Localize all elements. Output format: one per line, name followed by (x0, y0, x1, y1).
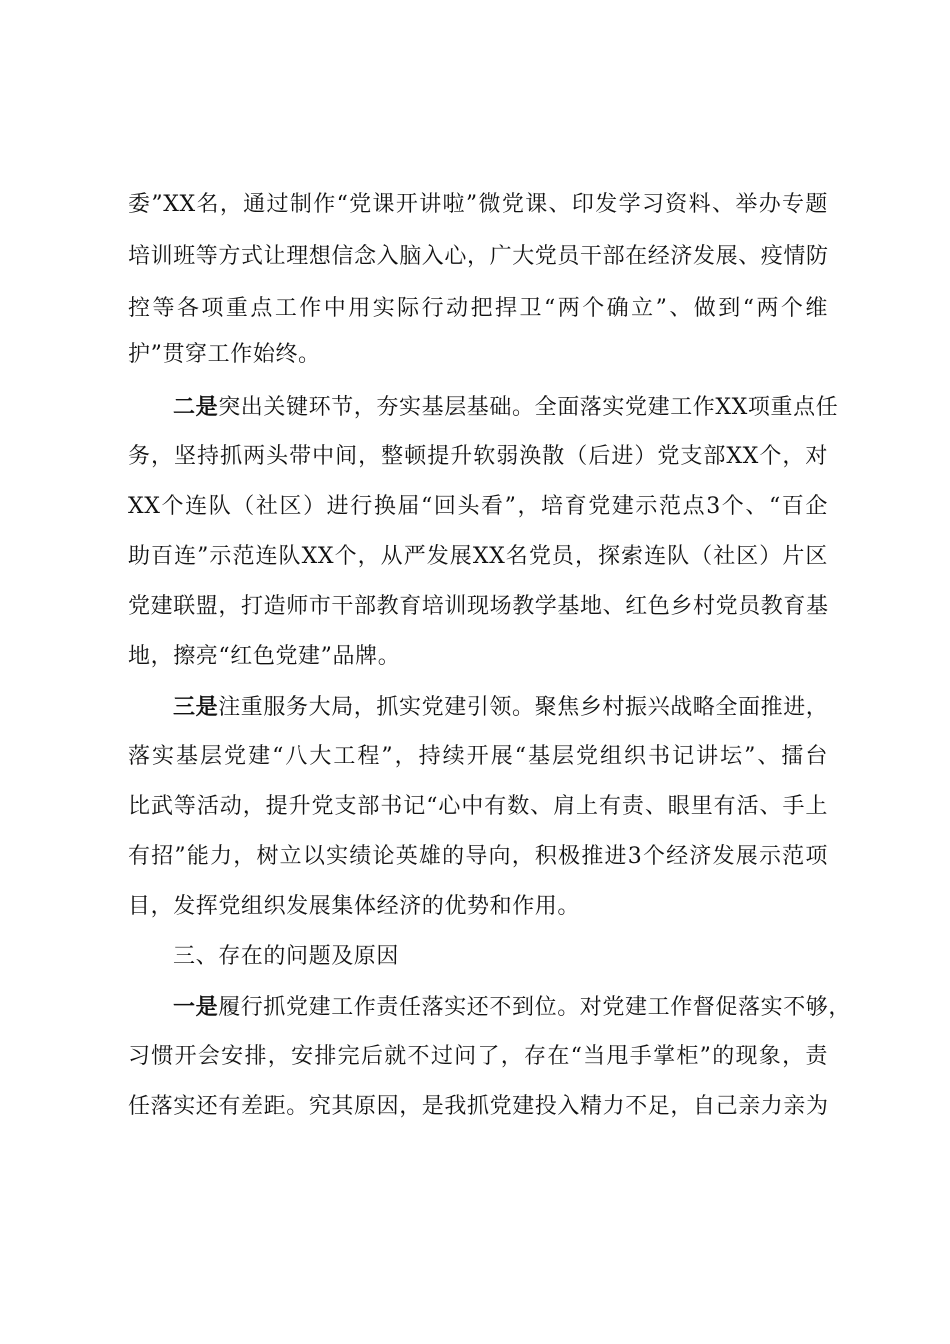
text-line: 党建联盟，打造师市干部教育培训现场教学基地、红色乡村党员教育基 (128, 594, 829, 619)
paragraph-first-line (173, 392, 839, 423)
text-line: 助百连”示范连队XX个，从严发展XX名党员，探索连队（社区）片区 (128, 544, 828, 569)
text-line: 比武等活动，提升党支部书记“心中有数、肩上有责、眼里有活、手上 (128, 794, 828, 819)
text-line: 护”贯穿工作始终。 (128, 342, 321, 367)
paragraph-first-line (173, 992, 852, 1023)
paragraph-lead: 一是 (173, 994, 219, 1020)
text-line: XX个连队（社区）进行换届“回头看”，培育党建示范点3个、“百企 (128, 494, 828, 519)
text-line: 控等各项重点工作中用实际行动把捍卫“两个确立”、做到“两个维 (128, 296, 828, 321)
text-line: 目，发挥党组织发展集体经济的优势和作用。 (128, 894, 581, 919)
text-line: 有招”能力，树立以实绩论英雄的导向，积极推进3个经济发展示范项 (128, 844, 828, 869)
paragraph-lead: 三是 (173, 694, 219, 720)
paragraph-first-line (173, 692, 828, 723)
text-line: 习惯开会安排，安排完后就不过问了，存在“当甩手掌柜”的现象，责 (128, 1044, 828, 1069)
text-line: 地，擦亮“红色党建”品牌。 (128, 644, 401, 669)
paragraph-first-text: 履行抓党建工作责任落实还不到位。对党建工作督促落实不够， (218, 995, 852, 1020)
paragraph-first-text: 突出关键环节，夯实基层基础。全面落实党建工作XX项重点任 (218, 395, 839, 420)
text-line: 培训班等方式让理想信念入脑入心，广大党员干部在经济发展、疫情防 (128, 244, 829, 269)
paragraph-lead: 二是 (173, 394, 219, 420)
text-line: 落实基层党建“八大工程”，持续开展“基层党组织书记讲坛”、擂台 (128, 744, 828, 769)
text-line: 务，坚持抓两头带中间，整顿提升软弱涣散（后进）党支部XX个，对 (128, 444, 828, 469)
paragraph-first-text: 注重服务大局，抓实党建引领。聚焦乡村振兴战略全面推进， (218, 695, 829, 720)
text-line: 委”XX名，通过制作“党课开讲啦”微党课、印发学习资料、举办专题 (128, 192, 828, 217)
section-heading: 三、存在的问题及原因 (173, 944, 400, 969)
text-line: 任落实还有差距。究其原因，是我抓党建投入精力不足，自己亲力亲为 (128, 1094, 829, 1119)
